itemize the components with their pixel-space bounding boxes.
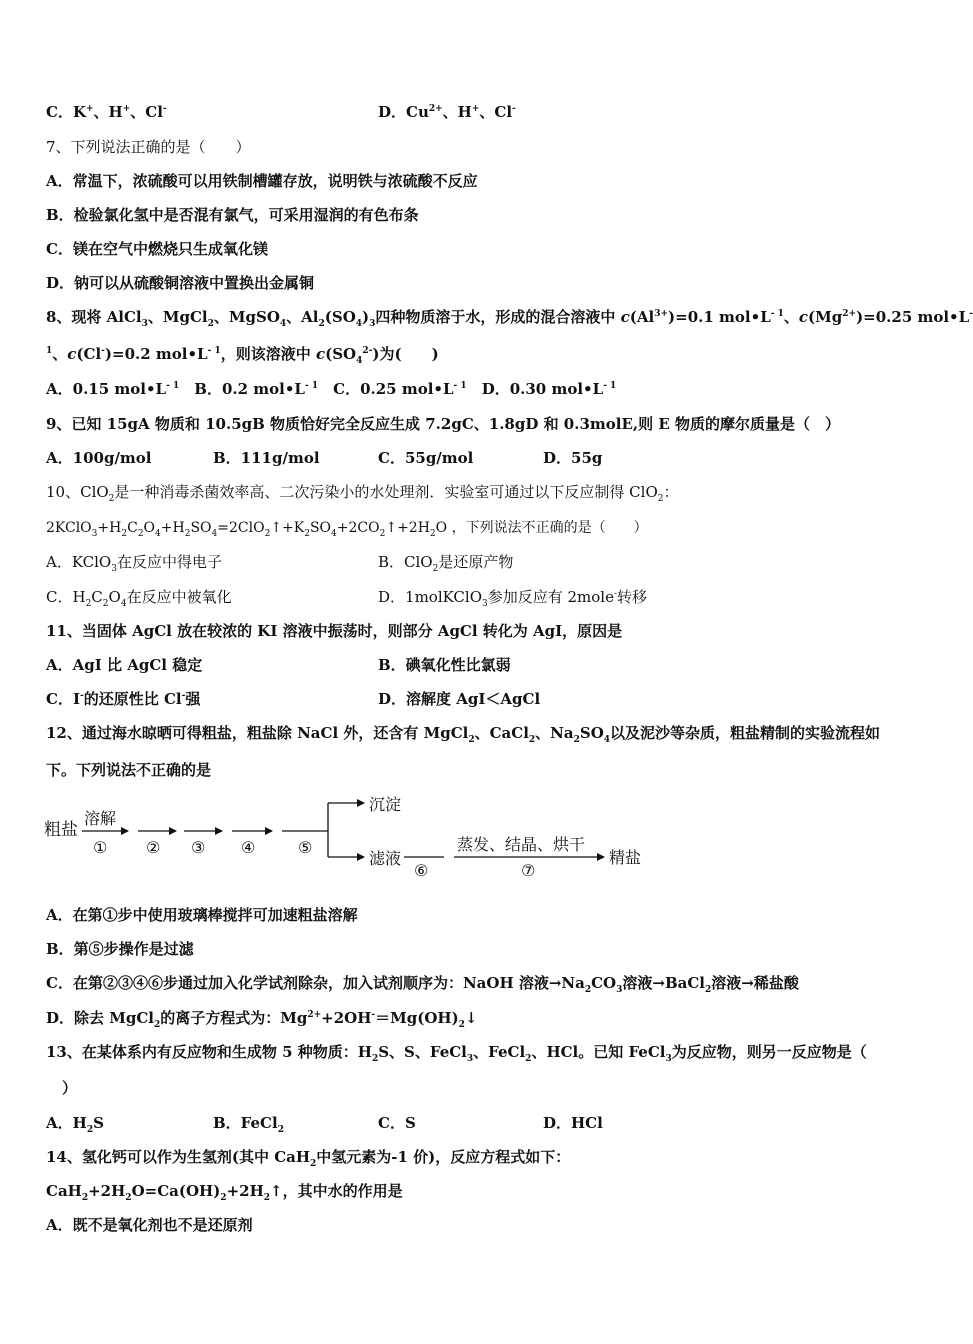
q12-option-a: A．在第①步中使用玻璃棒搅拌可加速粗盐溶解 — [46, 906, 358, 924]
q11-option-c: C．I-的还原性比 Cl-强 — [46, 690, 201, 708]
flow-step-6: ⑥ — [414, 861, 429, 880]
q6-option-d: D．$Cu^{2+}$、H+、Cl- — [378, 103, 516, 121]
q10-option-b: B．ClO$_2$是还原产物 — [378, 553, 514, 574]
q7-option-a: A．常温下，浓硫酸可以用铁制槽罐存放，说明铁与浓硫酸不反应 — [46, 172, 478, 190]
q13-option-c: C．S — [378, 1114, 416, 1132]
q9-option-d: D．55g — [543, 449, 603, 467]
q11-option-a: A．AgI 比 AgCl 稳定 — [46, 656, 203, 674]
q13-stem-line2: ） — [62, 1079, 78, 1097]
q11-stem: 11、当固体 AgCl 放在较浓的 KI 溶液中振荡时，则部分 AgCl 转化为 AgI，原因是 — [46, 622, 623, 640]
q10-equation: $2KClO_3+H_2C_2O_4+H_2SO_4=2ClO_2↑+K_2SO_4+2CO_2↑+2H_2O$ ，下列说法不正确的是（ ） — [46, 520, 648, 539]
flow-step-5: ⑤ — [298, 838, 313, 857]
q11-option-d: D．溶解度 AgI＜AgCl — [378, 690, 541, 708]
q7-option-d: D．钠可以从硫酸铜溶液中置换出金属铜 — [46, 274, 315, 292]
flow-filtrate-label: 滤液 — [369, 849, 402, 868]
q7-option-b: B．检验氯化氢中是否混有氯气，可采用湿润的有色布条 — [46, 206, 419, 224]
flow-step-4: ④ — [241, 838, 256, 857]
q8-stem-line2: $^1$、c(Cl-)=0.2 $mol•L^{- 1}$，则该溶液中 $c(SO_4^{2-})$为( ) — [46, 345, 439, 366]
q12-stem-line1: 12、通过海水晾晒可得粗盐，粗盐除 NaCl 外，还含有 MgCl$_2$、CaCl$_2$、$Na_2SO_4$以及泥沙等杂质，粗盐精制的实验流程如 — [46, 724, 881, 745]
q9-option-c: C．55g/mol — [378, 449, 474, 467]
q13-option-b: B．FeCl$_2$ — [213, 1114, 284, 1135]
flow-dissolve-label: 溶解 — [84, 809, 117, 828]
q14-stem-line1: 14、氢化钙可以作为生氢剂(其中 CaH$_2$中氢元素为-1 价)，反应方程式如下： — [46, 1148, 571, 1169]
q14-option-a: A．既不是氧化剂也不是还原剂 — [46, 1216, 253, 1234]
q9-option-a: A．100g/mol — [46, 449, 152, 467]
q10-option-d: D．1molKClO$_3$参加反应有 2mole-转移 — [378, 588, 648, 609]
q9-option-b: B．111g/mol — [213, 449, 320, 467]
flow-step-7: ⑦ — [521, 861, 536, 880]
flow-step-3: ③ — [191, 838, 206, 857]
q10-option-c: C．$H_2C_2O_4$在反应中被氧化 — [46, 588, 232, 609]
q10-stem: 10、ClO$_2$是一种消毒杀菌效率高、二次污染小的水处理剂．实验室可通过以下反应制得 ClO$_2$： — [46, 483, 679, 504]
flow-process-label: 蒸发、结晶、烘干 — [457, 835, 586, 854]
q11-option-b: B．碘氧化性比氯弱 — [378, 656, 511, 674]
q12-option-d: D．除去 MgCl$_2$的离子方程式为：$Mg^{2+}+2OH^-=Mg(OH)_2↓$ — [46, 1009, 478, 1030]
flow-precipitate-label: 沉淀 — [369, 795, 402, 814]
q8-stem-line1: 8、现将 AlCl$_3$、MgCl$_2$、MgSO$_4$、$Al_2(SO_4)_3$四种物质溶于水，形成的混合溶液中 $c(Al^{3+})=0.1$ $mol•L^{- 1}$、$c(Mg^{2+})=0.25$ mol•L- — [46, 308, 973, 329]
q14-stem-line2: $CaH_2+2H_2O=Ca(OH)_2+2H_2↑$，其中水的作用是 — [46, 1182, 403, 1203]
q6-option-c: C．K+、H+、Cl- — [46, 103, 167, 121]
q13-stem-line1: 13、在某体系内有反应物和生成物 5 种物质：$H_2S$、S、FeCl$_3$、FeCl$_2$、HCl。已知 FeCl$_3$为反应物，则另一反应物是（ — [46, 1043, 867, 1064]
q10-option-a: A．KClO$_3$在反应中得电子 — [46, 553, 222, 574]
q13-option-d: D．HCl — [543, 1114, 603, 1132]
flow-step-1: ① — [93, 838, 108, 857]
q9-stem: 9、已知 15gA 物质和 10.5gB 物质恰好完全反应生成 7.2gC、1.8gD 和 0.3molE,则 E 物质的摩尔质量是（ ） — [46, 415, 841, 433]
q12-stem-line2: 下。下列说法不正确的是 — [46, 761, 212, 779]
q12-option-b: B．第⑤步操作是过滤 — [46, 940, 194, 958]
q7-stem: 7、下列说法正确的是（ ） — [46, 138, 251, 156]
flow-start-label: 粗盐 — [44, 820, 78, 840]
q12-option-c: C．在第②③④⑥步通过加入化学试剂除杂，加入试剂顺序为：NaOH 溶液$\to Na_2CO_3$溶液→BaCl$_2$溶液→稀盐酸 — [46, 974, 799, 995]
flow-step-2: ② — [146, 838, 161, 857]
purification-flow-diagram — [44, 790, 664, 890]
q8-options: A．0.15 $mol•L^{- 1}$ B．0.2 $mol•L^{- 1}$ C．0.25 $mol•L^{- 1}$ D．0.30 $mol•L^{- 1}$ — [46, 380, 617, 398]
q13-option-a: A．$H_2S$ — [46, 1114, 104, 1135]
q7-option-c: C．镁在空气中燃烧只生成氧化镁 — [46, 240, 268, 258]
flow-end-label: 精盐 — [609, 848, 642, 867]
